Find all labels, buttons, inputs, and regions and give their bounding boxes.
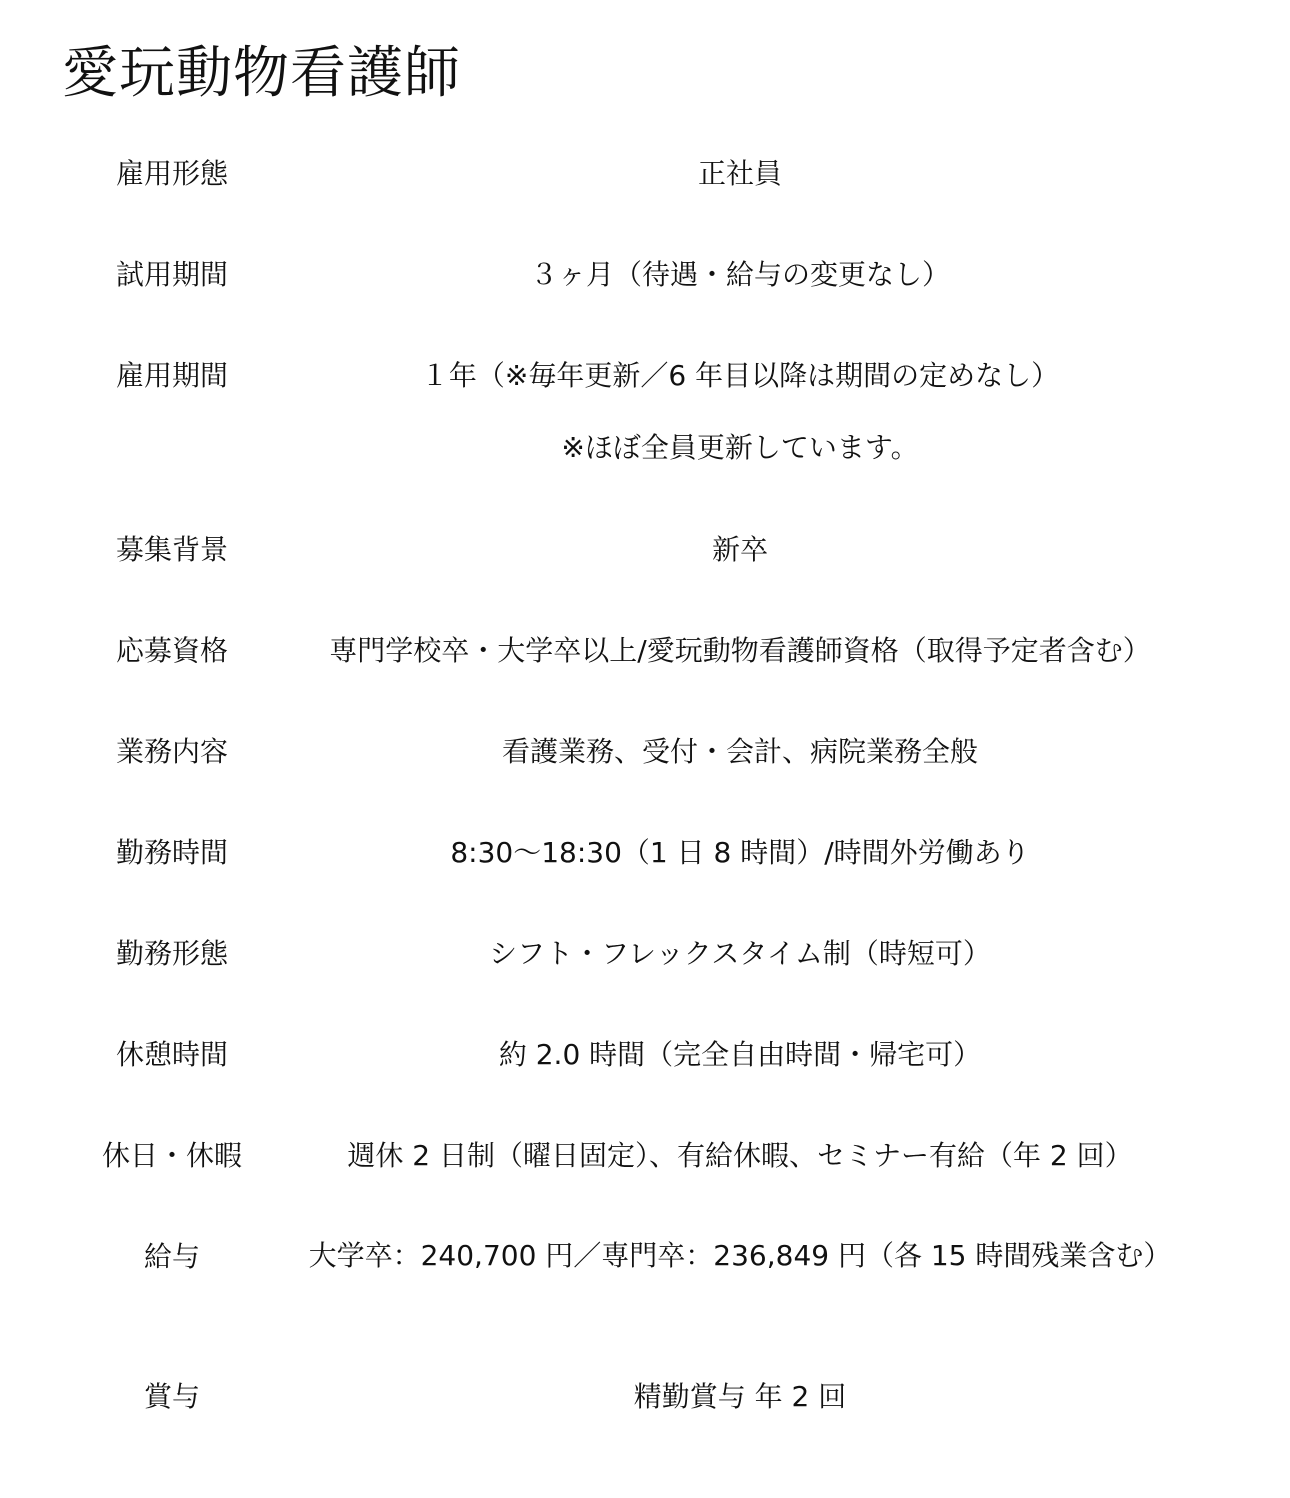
row-label: 勤務形態 <box>115 937 228 970</box>
row-value: １年（※毎年更新／6 年目以降は期間の定めなし） <box>420 359 1060 392</box>
row-label: 募集背景 <box>115 533 228 566</box>
row-label: 賞与 <box>143 1380 200 1413</box>
row-value: ３ヶ月（待遇・給与の変更なし） <box>529 258 950 291</box>
row-value: 8:30～18:30（1 日 8 時間）/時間外労働あり <box>450 836 1030 869</box>
row-value-group <box>300 356 1180 468</box>
row-value: 週休 2 日制（曜日固定）、有給休暇、セミナー有給（年 2 回） <box>347 1139 1133 1172</box>
row-value: 精勤賞与 年 2 回 <box>633 1380 847 1413</box>
row-value: 新卒 <box>711 533 768 566</box>
row-label: 雇用形態 <box>115 157 228 190</box>
row-label: 勤務時間 <box>115 836 228 869</box>
row-label: 休日・休暇 <box>101 1139 242 1172</box>
row-label: 給与 <box>143 1240 200 1273</box>
row-label: 応募資格 <box>115 634 228 667</box>
row-note: ※ほぼ全員更新しています。 <box>561 431 919 464</box>
row-value: 大学卒：240,700 円／専門卒：236,849 円（各 15 時間残業含む） <box>308 1239 1172 1272</box>
row-value: 約 2.0 時間（完全自由時間・帰宅可） <box>498 1038 982 1071</box>
row-value: シフト・フレックスタイム制（時短可） <box>489 937 991 970</box>
row-label: 雇用期間 <box>115 359 228 392</box>
row-label: 試用期間 <box>115 258 228 291</box>
row-value: 専門学校卒・大学卒以上/愛玩動物看護師資格（取得予定者含む） <box>329 634 1151 667</box>
row-label: 業務内容 <box>115 735 228 768</box>
row-label: 休憩時間 <box>115 1038 228 1071</box>
page-title: 愛玩動物看護師 <box>62 41 461 106</box>
row-value: 正社員 <box>697 157 782 190</box>
row-value: 看護業務、受付・会計、病院業務全般 <box>501 735 978 768</box>
